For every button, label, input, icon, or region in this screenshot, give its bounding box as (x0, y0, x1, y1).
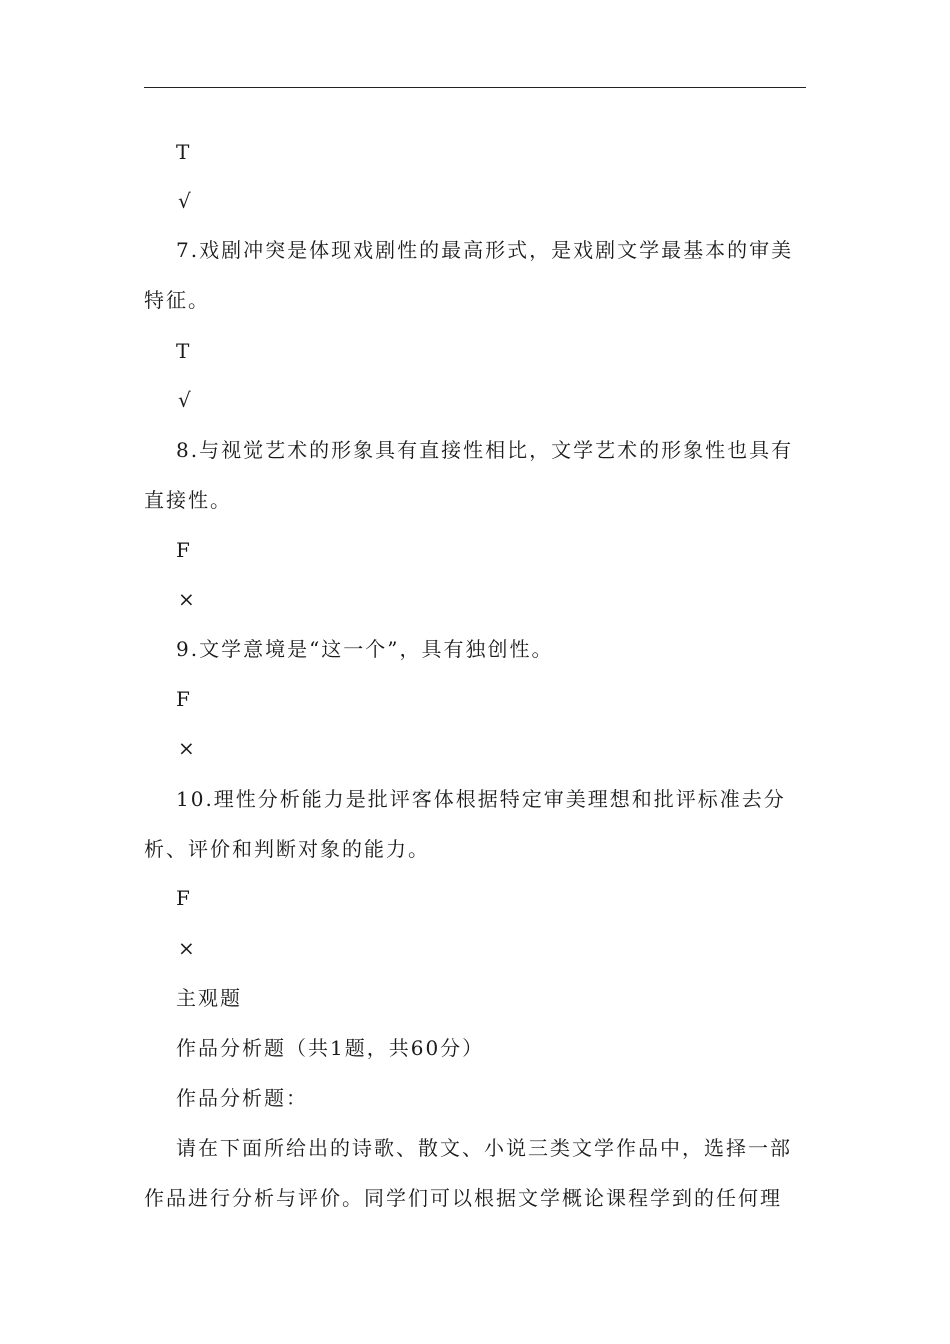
instruction-text-continued: 作品进行分析与评价。同学们可以根据文学概论课程学到的任何理 (144, 1186, 782, 1210)
question-9: 9.文学意境是“这一个”，具有独创性。 (176, 637, 554, 661)
section-heading: 主观题 (176, 986, 242, 1010)
question-7-continued: 特征。 (144, 288, 210, 312)
answer-letter: F (176, 687, 190, 711)
answer-letter: F (176, 886, 190, 910)
answer-mark: √ (178, 388, 191, 412)
question-type-label: 作品分析题： (176, 1086, 308, 1110)
answer-mark: × (178, 936, 195, 960)
answer-mark: × (178, 587, 195, 611)
answer-mark: × (178, 736, 195, 760)
answer-letter: T (176, 339, 190, 363)
question-7: 7.戏剧冲突是体现戏剧性的最高形式，是戏剧文学最基本的审美 (176, 238, 794, 262)
question-8: 8.与视觉艺术的形象具有直接性相比，文学艺术的形象性也具有 (176, 438, 794, 462)
question-10: 10.理性分析能力是批评客体根据特定审美理想和批评标准去分 (176, 787, 786, 811)
question-10-continued: 析、评价和判断对象的能力。 (144, 837, 430, 861)
answer-letter: F (176, 538, 190, 562)
header-rule (144, 87, 806, 88)
question-8-continued: 直接性。 (144, 488, 232, 512)
answer-mark: √ (178, 189, 191, 213)
answer-letter: T (176, 140, 190, 164)
instruction-text: 请在下面所给出的诗歌、散文、小说三类文学作品中，选择一部 (176, 1136, 792, 1160)
section-subheading: 作品分析题（共1题，共60分） (176, 1036, 485, 1060)
